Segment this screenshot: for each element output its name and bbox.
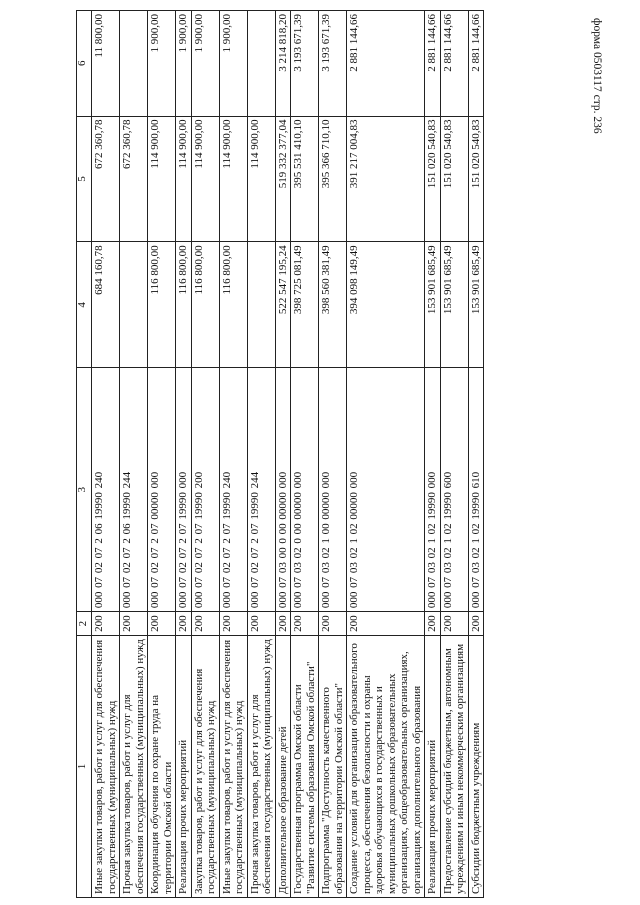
row-name: Подпрограмма "Доступность качественного образования на территории Омской области" bbox=[319, 635, 347, 897]
row-unexecuted: 2 881 144,66 bbox=[347, 11, 425, 117]
row-executed: 114 900,00 bbox=[191, 116, 219, 242]
row-unexecuted bbox=[247, 11, 275, 117]
row-unexecuted: 2 881 144,66 bbox=[468, 11, 484, 117]
row-budget-code: 000 07 02 07 2 07 19990 000 bbox=[176, 368, 192, 612]
row-budget-code: 000 07 03 02 1 02 19990 000 bbox=[425, 368, 441, 612]
table-row bbox=[425, 11, 441, 898]
row-executed: 672 360,78 bbox=[120, 116, 148, 242]
row-executed: 151 020 540,83 bbox=[440, 116, 468, 242]
row-approved bbox=[247, 242, 275, 368]
table-row bbox=[191, 11, 219, 898]
row-budget-code: 000 07 02 07 2 07 00000 000 bbox=[148, 368, 176, 612]
row-name: Иные закупки товаров, работ и услуг для обеспечения государственных (муниципальных) нужд bbox=[92, 635, 120, 897]
col-header-4: 4 bbox=[77, 242, 92, 368]
row-unexecuted: 3 193 671,39 bbox=[291, 11, 319, 117]
table-row bbox=[291, 11, 319, 898]
row-name: Предоставление субсидий бюджетным, автономным учреждениям и иным некоммерческим организациям bbox=[440, 635, 468, 897]
row-unexecuted: 2 881 144,66 bbox=[425, 11, 441, 117]
row-line-code: 200 bbox=[148, 612, 176, 636]
table-row bbox=[468, 11, 484, 898]
col-header-1: 1 bbox=[77, 635, 92, 897]
row-line-code: 200 bbox=[319, 612, 347, 636]
row-approved: 153 901 685,49 bbox=[440, 242, 468, 368]
row-budget-code: 000 07 03 02 1 02 19990 610 bbox=[468, 368, 484, 612]
rotated-page bbox=[76, 10, 584, 898]
row-unexecuted: 1 900,00 bbox=[176, 11, 192, 117]
row-line-code: 200 bbox=[191, 612, 219, 636]
row-executed: 151 020 540,83 bbox=[425, 116, 441, 242]
table-row bbox=[176, 11, 192, 898]
row-name: Координация обучения по охране труда на территории Омской области bbox=[148, 635, 176, 897]
row-unexecuted: 3 193 671,39 bbox=[319, 11, 347, 117]
row-line-code: 200 bbox=[275, 612, 291, 636]
row-budget-code: 000 07 02 07 2 06 19990 240 bbox=[92, 368, 120, 612]
row-line-code: 200 bbox=[291, 612, 319, 636]
row-approved: 684 160,78 bbox=[92, 242, 120, 368]
row-unexecuted bbox=[120, 11, 148, 117]
col-header-6: 6 bbox=[77, 11, 92, 117]
row-approved: 116 800,00 bbox=[148, 242, 176, 368]
row-budget-code: 000 07 02 07 2 06 19990 244 bbox=[120, 368, 148, 612]
table-row bbox=[148, 11, 176, 898]
row-name: Дополнительное образование детей bbox=[275, 635, 291, 897]
row-budget-code: 000 07 03 02 0 00 00000 000 bbox=[291, 368, 319, 612]
row-name: Иные закупки товаров, работ и услуг для обеспечения государственных (муниципальных) нужд bbox=[219, 635, 247, 897]
row-unexecuted: 1 900,00 bbox=[219, 11, 247, 117]
row-approved: 394 098 149,49 bbox=[347, 242, 425, 368]
row-approved: 116 800,00 bbox=[176, 242, 192, 368]
table-row bbox=[347, 11, 425, 898]
row-executed: 114 900,00 bbox=[219, 116, 247, 242]
table-row bbox=[219, 11, 247, 898]
row-approved: 398 725 081,49 bbox=[291, 242, 319, 368]
col-header-2: 2 bbox=[77, 612, 92, 636]
budget-table bbox=[76, 10, 484, 898]
row-executed: 114 900,00 bbox=[148, 116, 176, 242]
page-number: форма 0503117 стр. 236 bbox=[591, 18, 603, 134]
row-name: Создание условий для организации образовательного процесса, обеспечения безопасности и охраны здоровья обучающихся в государственных и муниципальных дошкольных образовательных организациях, общеобразовательных организациях, организациях дополнительного образования bbox=[347, 635, 425, 897]
row-unexecuted: 3 214 818,20 bbox=[275, 11, 291, 117]
row-executed: 151 020 540,83 bbox=[468, 116, 484, 242]
row-name: Прочая закупка товаров, работ и услуг для обеспечения государственных (муниципальных) нужд bbox=[247, 635, 275, 897]
row-unexecuted: 2 881 144,66 bbox=[440, 11, 468, 117]
row-budget-code: 000 07 02 07 2 07 19990 244 bbox=[247, 368, 275, 612]
row-line-code: 200 bbox=[468, 612, 484, 636]
row-executed: 391 217 004,83 bbox=[347, 116, 425, 242]
row-executed: 395 531 410,10 bbox=[291, 116, 319, 242]
table-row bbox=[440, 11, 468, 898]
row-unexecuted: 11 800,00 bbox=[92, 11, 120, 117]
row-approved: 153 901 685,49 bbox=[468, 242, 484, 368]
row-executed: 672 360,78 bbox=[92, 116, 120, 242]
row-unexecuted: 1 900,00 bbox=[148, 11, 176, 117]
column-number-row bbox=[77, 11, 92, 898]
table-row bbox=[319, 11, 347, 898]
row-name: Прочая закупка товаров, работ и услуг для обеспечения государственных (муниципальных) нужд bbox=[120, 635, 148, 897]
row-executed: 114 900,00 bbox=[176, 116, 192, 242]
row-name: Государственная программа Омской области "Развитие системы образования Омской области" bbox=[291, 635, 319, 897]
row-approved: 522 547 195,24 bbox=[275, 242, 291, 368]
row-line-code: 200 bbox=[347, 612, 425, 636]
row-name: Закупка товаров, работ и услуг для обеспечения государственных (муниципальных) нужд bbox=[191, 635, 219, 897]
row-line-code: 200 bbox=[92, 612, 120, 636]
row-line-code: 200 bbox=[440, 612, 468, 636]
col-header-5: 5 bbox=[77, 116, 92, 242]
row-budget-code: 000 07 03 02 1 00 00000 000 bbox=[319, 368, 347, 612]
row-line-code: 200 bbox=[176, 612, 192, 636]
row-name: Реализация прочих мероприятий bbox=[425, 635, 441, 897]
row-approved bbox=[120, 242, 148, 368]
row-approved: 116 800,00 bbox=[191, 242, 219, 368]
row-budget-code: 000 07 03 02 1 02 19990 600 bbox=[440, 368, 468, 612]
table-row bbox=[120, 11, 148, 898]
row-executed: 395 366 710,10 bbox=[319, 116, 347, 242]
row-executed: 519 332 377,04 bbox=[275, 116, 291, 242]
row-name: Реализация прочих мероприятий bbox=[176, 635, 192, 897]
table-row bbox=[275, 11, 291, 898]
row-line-code: 200 bbox=[120, 612, 148, 636]
row-budget-code: 000 07 02 07 2 07 19990 200 bbox=[191, 368, 219, 612]
row-budget-code: 000 07 03 02 1 02 00000 000 bbox=[347, 368, 425, 612]
row-budget-code: 000 07 02 07 2 07 19990 240 bbox=[219, 368, 247, 612]
row-approved: 153 901 685,49 bbox=[425, 242, 441, 368]
row-unexecuted: 1 900,00 bbox=[191, 11, 219, 117]
row-executed: 114 900,00 bbox=[247, 116, 275, 242]
table-row bbox=[247, 11, 275, 898]
row-line-code: 200 bbox=[247, 612, 275, 636]
row-approved: 116 800,00 bbox=[219, 242, 247, 368]
col-header-3: 3 bbox=[77, 368, 92, 612]
row-line-code: 200 bbox=[425, 612, 441, 636]
row-line-code: 200 bbox=[219, 612, 247, 636]
row-approved: 398 560 381,49 bbox=[319, 242, 347, 368]
row-budget-code: 000 07 03 00 0 00 00000 000 bbox=[275, 368, 291, 612]
table-row bbox=[92, 11, 120, 898]
row-name: Субсидии бюджетным учреждениям bbox=[468, 635, 484, 897]
